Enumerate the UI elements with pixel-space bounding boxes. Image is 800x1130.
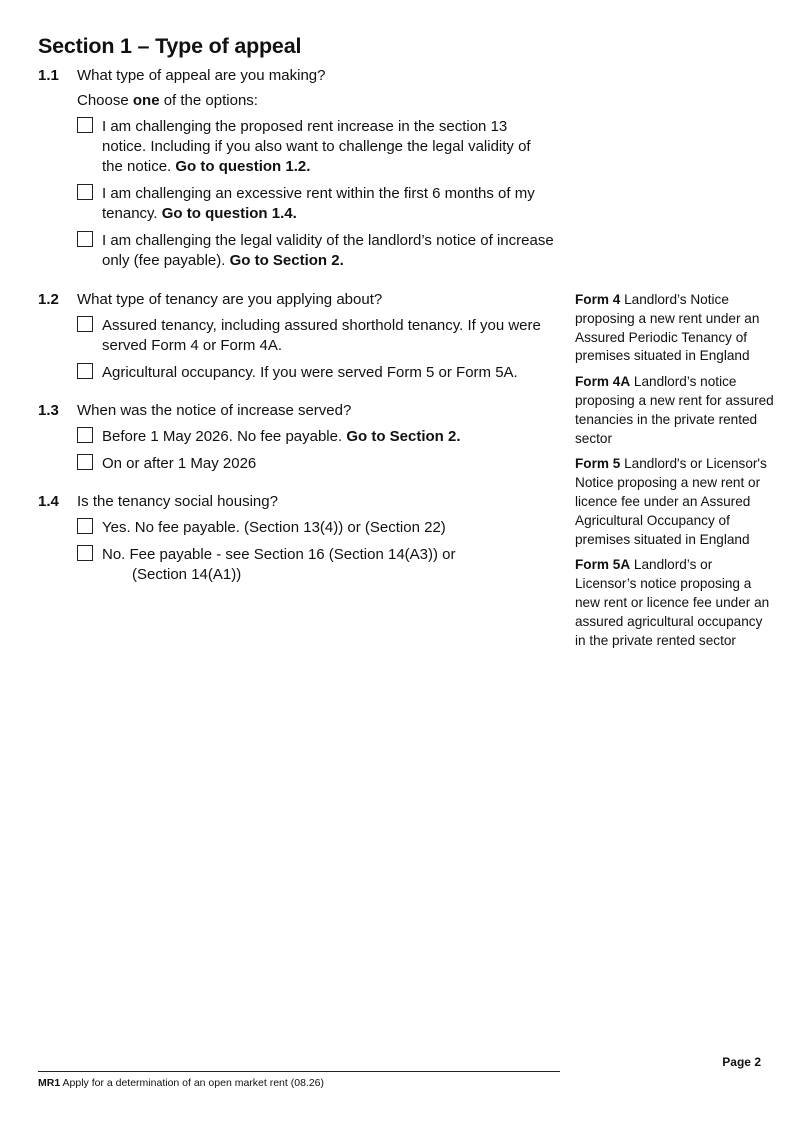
option-label: Assured tenancy, including assured shorthold tenancy. If you were served Form 4 or Form 4A.	[102, 317, 541, 354]
option-row	[77, 454, 558, 474]
option-row	[77, 518, 558, 538]
footer-divider	[38, 1071, 560, 1072]
question-number: 1.1	[38, 67, 59, 84]
option-label: I am challenging the legal validity of the landlord’s notice of increase only (fee payable). Go to Section 2.	[102, 232, 554, 269]
option-checkbox[interactable]	[77, 363, 93, 379]
option-label: Before 1 May 2026. No fee payable. Go to Section 2.	[102, 428, 461, 445]
question-instruction: Choose one of the options:	[77, 92, 258, 109]
question-text: Is the tenancy social housing?	[77, 493, 278, 510]
option-checkbox[interactable]	[77, 231, 93, 247]
page-title: Section 1 – Type of appeal	[38, 34, 302, 58]
glossary-entry	[575, 291, 775, 366]
glossary-term: Form 4	[575, 292, 621, 307]
option-row	[77, 184, 558, 224]
option-row	[77, 545, 558, 585]
question-text: What type of appeal are you making?	[77, 67, 326, 84]
question-1-1	[38, 66, 558, 271]
footer-form-title: MR1 Apply for a determination of an open market rent (08.26)	[38, 1077, 324, 1089]
glossary-entry	[575, 455, 775, 549]
question-text: What type of tenancy are you applying about?	[77, 291, 383, 308]
option-label: I am challenging an excessive rent within the first 6 months of my tenancy. Go to question 1.4.	[102, 185, 535, 222]
question-number: 1.2	[38, 291, 59, 308]
glossary-entry	[575, 556, 775, 650]
question-1-3	[38, 401, 558, 474]
glossary-entry	[575, 373, 775, 448]
option-row	[77, 316, 558, 356]
glossary-term: Form 4A	[575, 374, 631, 390]
option-label: No. Fee payable - see Section 16 (Section 14(A3)) or (Section 14(A1))	[102, 545, 558, 585]
option-label: Yes. No fee payable. (Section 13(4)) or (Section 22)	[102, 519, 446, 536]
option-row	[77, 117, 558, 177]
page-number: Page 2	[722, 1055, 761, 1069]
instruction-emphasis: one	[132, 92, 160, 109]
option-checkbox[interactable]	[77, 545, 93, 561]
option-checkbox[interactable]	[77, 117, 93, 133]
option-checkbox[interactable]	[77, 184, 93, 200]
form-code: MR1	[38, 1077, 61, 1089]
option-row	[77, 363, 558, 383]
glossary-term: Form 5A	[575, 557, 631, 573]
glossary-description: Landlord's or Licensor's Notice proposing a new rent or licence fee under an Assured Agricultural Occupancy of premises situated in England	[575, 456, 767, 547]
option-checkbox[interactable]	[77, 454, 93, 470]
question-1-4	[38, 492, 558, 585]
question-1-2	[38, 290, 558, 383]
option-label: Agricultural occupancy. If you were served Form 5 or Form 5A.	[102, 364, 518, 381]
option-label-continuation: (Section 14(A1))	[132, 566, 242, 583]
option-checkbox[interactable]	[77, 427, 93, 443]
option-row	[77, 427, 558, 447]
option-label: I am challenging the proposed rent increase in the section 13 notice. Including if you also want to challenge the legal validity of the notice. Go to question 1.2.	[102, 118, 531, 175]
glossary-term: Form 5	[575, 456, 621, 472]
question-number: 1.3	[38, 402, 59, 419]
question-text: When was the notice of increase served?	[77, 402, 352, 419]
glossary-description: Landlord’s or Licensor’s notice proposing a new rent or licence fee under an assured agricultural occupancy in the private rented sector	[575, 557, 770, 648]
form-glossary	[575, 291, 775, 657]
question-number: 1.4	[38, 493, 59, 510]
glossary-description: Landlord’s Notice proposing a new rent under an Assured Periodic Tenancy of premises situated in England	[575, 292, 760, 364]
option-label: On or after 1 May 2026	[102, 455, 257, 472]
option-row	[77, 231, 558, 271]
glossary-description: Landlord’s notice proposing a new rent for assured tenancies in the private rented sector	[575, 374, 774, 446]
option-checkbox[interactable]	[77, 316, 93, 332]
option-checkbox[interactable]	[77, 518, 93, 534]
